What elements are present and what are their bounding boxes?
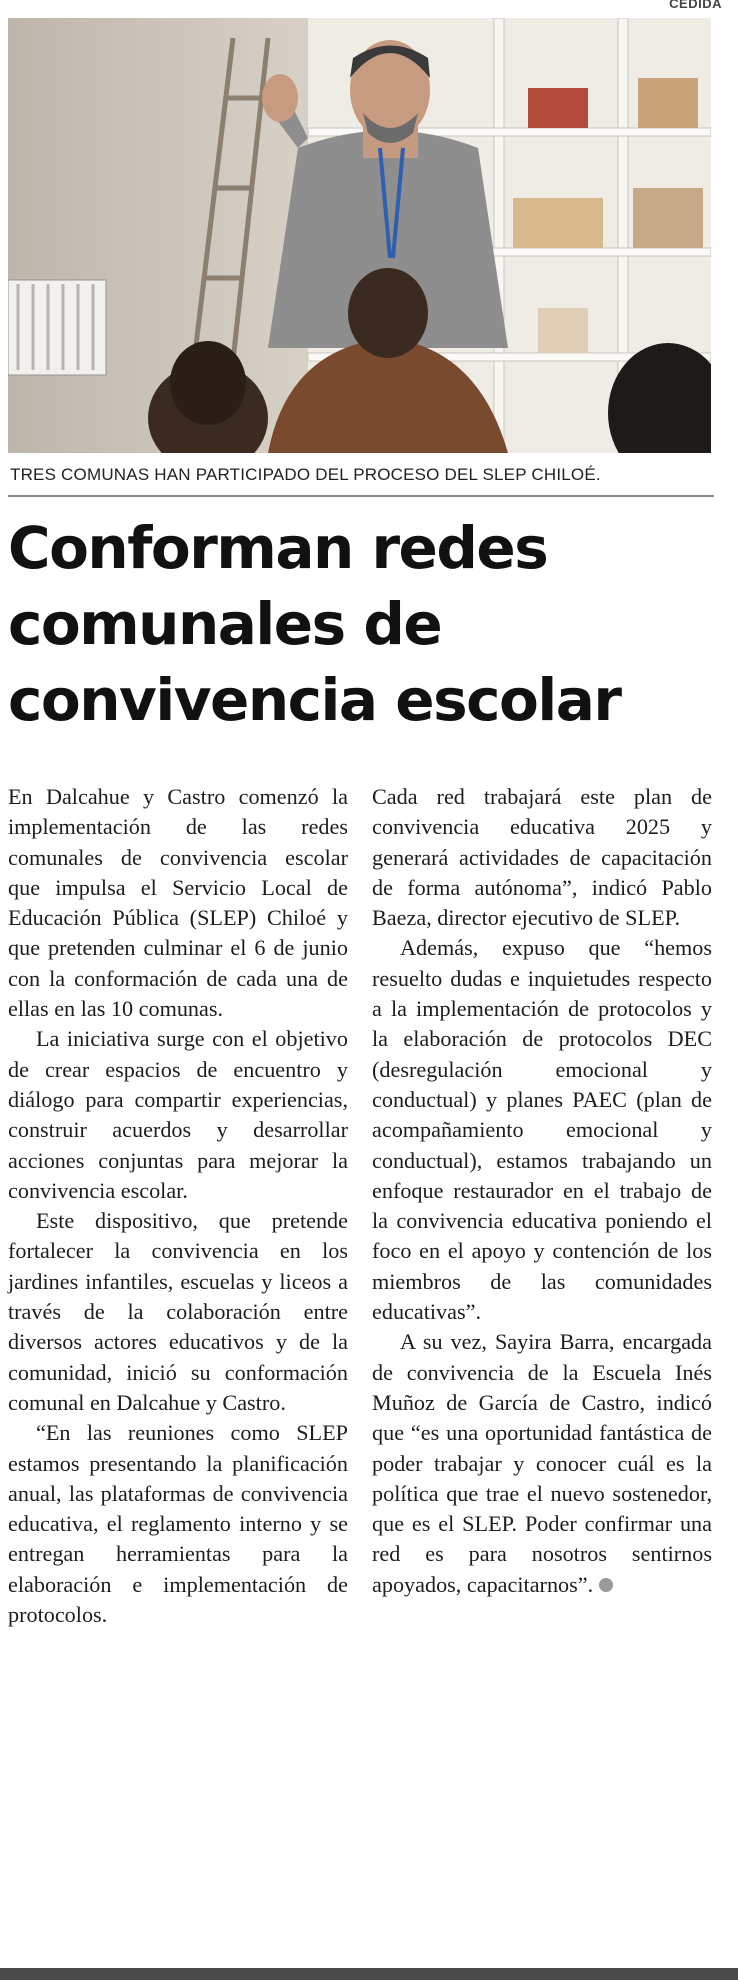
body-paragraph: Además, expuso que “hemos resuelto dudas e inquietudes respecto a la implementación de protocolos y la elaboración de protocolos DEC (desregulación emocional y conductual) y planes PAEC (plan de acompañamiento emocional y conductual), estamos trabajando un enfoque restaurador en el trabajo de la convivencia educativa poniendo el foco en el apoyo y contención de los miembros de las comunidades educativas”. [372,935,712,1325]
page-bottom-bar [0,1968,738,1980]
body-paragraph: A su vez, Sayira Barra, encargada de convivencia de la Escuela Inés Muñoz de García de Castro, indicó que “es una oportunidad fantástica de poder trabajar y conocer cuál es la política que trae el nuevo sostenedor, que es el SLEP. Poder confirmar una red es para nosotros sentirnos apoyados, capacitarnos”. [372,1329,712,1597]
radiator [8,280,106,375]
photo-caption: TRES COMUNAS HAN PARTICIPADO DEL PROCESO DEL SLEP CHILOÉ. [10,465,601,484]
body-paragraph: La iniciativa surge con el objetivo de crear espacios de encuentro y diálogo para compartir experiencias, construir acuerdos y desarrollar acciones conjuntas para mejorar la convivencia escolar. [8,1026,348,1203]
end-of-article-icon [599,1578,613,1592]
caption-rule [8,495,714,497]
body-paragraph: Cada red trabajará este plan de convivencia educativa 2025 y generará actividades de capacitación de forma autónoma”, indicó Pablo Baeza, director ejecutivo de SLEP. [372,784,712,931]
body-paragraph: En Dalcahue y Castro comenzó la implementación de las redes comunales de convivencia escolar que impulsa el Servicio Local de Educación Pública (SLEP) Chiloé y que pretenden culminar el 6 de junio con la conformación de cada una de ellas en las 10 comunas. [8,784,348,1022]
body-paragraph: “En las reuniones como SLEP estamos presentando la planificación anual, las plataformas de convivencia educativa, el reglamento interno y se entregan herramientas para la elaboración e implementación de protocolos. [8,1420,348,1628]
article-column-right [372,782,712,1600]
photo-illustration [8,18,711,453]
body-paragraph: Este dispositivo, que pretende fortalecer la convivencia en los jardines infantiles, escuelas y liceos a través de la colaboración entre diversos actores educativos y de la comunidad, inició su conformación comunal en Dalcahue y Castro. [8,1208,348,1415]
article-column-left [8,782,348,1630]
photo-credit: CEDIDA [669,0,722,11]
article-photo [8,18,711,453]
article-headline: Conforman redes comunales de convivencia escolar [8,514,621,734]
